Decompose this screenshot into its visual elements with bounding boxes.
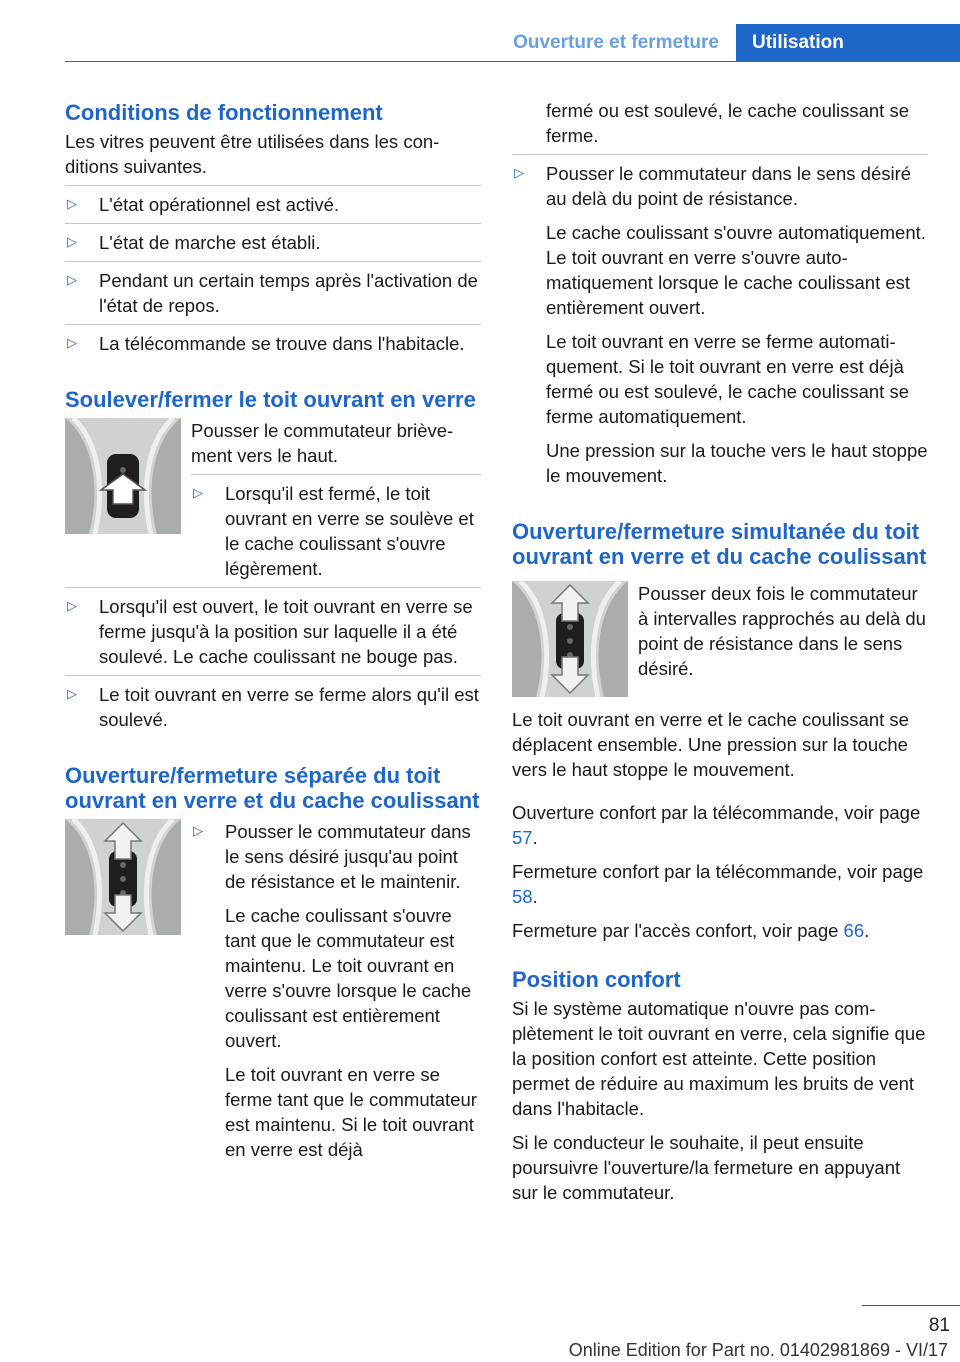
left-column xyxy=(65,100,481,1162)
divider xyxy=(191,474,481,475)
divider xyxy=(65,587,481,588)
triangle-bullet-icon: ▷ xyxy=(193,485,203,500)
divider xyxy=(65,261,481,262)
switch-up-illustration xyxy=(65,418,181,581)
divider xyxy=(512,154,928,155)
list-item: ▷ L'état de marche est établi. xyxy=(67,232,321,253)
raise-heading: Soulever/fermer le toit ouvrant en verre xyxy=(65,387,476,412)
list-item: ▷ Lorsqu'il est fermé, le toit ouvrant en verre se soulève et le cache coulissant s'ouvre légèrement. xyxy=(193,483,474,579)
reference-line: Fermeture confort par la télécommande, voir page 58. xyxy=(512,861,924,907)
edition-note: Online Edition for Part no. 01402981869 - VI/17 xyxy=(568,1340,948,1360)
simultaneous-detail: Le toit ouvrant en verre et le cache coulissant se déplacent ensemble. Une pression sur la touche vers le haut stoppe le mouvement. xyxy=(512,709,909,780)
page-link[interactable]: 58 xyxy=(512,886,533,907)
simultaneous-heading: Ouverture/fermeture simultanée du toit ouvrant en verre et du cache coulissant xyxy=(512,519,927,569)
header-rule xyxy=(65,61,960,62)
simultaneous-intro: Pousser deux fois le commutateur à intervalles rapprochés au delà du point de résistance dans le sens désiré. xyxy=(638,583,926,679)
list-item: ▷ La télécommande se trouve dans l'habitacle. xyxy=(67,333,465,354)
list-item: ▷ Lorsqu'il est ouvert, le toit ouvrant en verre se ferme jusqu'à la position sur laquelle il a été soulevé. Le cache coulissant ne bouge pas. xyxy=(67,596,473,667)
comfort-paragraph: Si le conducteur le souhaite, il peut ensuite poursuivre l'ouverture/la fermeture en appuyant sur le commutateur. xyxy=(512,1132,901,1203)
separate-item2-detail: Une pression sur la touche vers le haut stoppe le mouvement. xyxy=(546,440,928,486)
list-item: ▷ L'état opérationnel est activé. xyxy=(67,194,340,215)
list-item: ▷ Pousser le commutateur dans le sens désiré au delà du point de résistance. Le cache coulissant s'ouvre automatiquement. Le toit ouvrant en verre s'ouvre automatiquement lorsque le cache coulissant est entièrement ouvert. Le toit ouvrant en verre se ferme automatiquement. Si le toit ouvrant en verre est déjà fermé ou est soulevé, le cache coulissant se ferme automatiquement. Une pression sur la touche vers le haut stoppe le mouvement. xyxy=(514,163,928,486)
separate-item2-detail: Le cache coulissant s'ouvre automatiquement. Le toit ouvrant en verre s'ouvre automatiquement lorsque le cache coulissant est entièrement ouvert. xyxy=(546,222,926,318)
page-number: 81 xyxy=(928,1315,950,1336)
list-item-continuation: fermé ou est soulevé, le cache coulissant se ferme. xyxy=(546,100,909,146)
switch-double-arrow-illustration xyxy=(512,581,628,703)
footer-rule xyxy=(862,1305,960,1306)
list-item: ▷ Pendant un certain temps après l'activation de l'état de repos. xyxy=(67,270,478,316)
triangle-bullet-icon: ▷ xyxy=(67,234,77,249)
triangle-bullet-icon: ▷ xyxy=(193,823,203,838)
comfort-paragraph: Si le système automatique n'ouvre pas complètement le toit ouvrant en verre, cela signifie que la position confort est atteinte. Cette position permet de réduire au maximum les bruits de vent dans l'habitacle. xyxy=(512,998,926,1119)
header-tab: Utilisation xyxy=(736,24,960,62)
switch-double-arrow-illustration xyxy=(65,819,181,1162)
triangle-bullet-icon: ▷ xyxy=(514,165,524,180)
list-item: ▷ Le toit ouvrant en verre se ferme alors qu'il est soulevé. xyxy=(67,684,479,730)
conditions-heading: Conditions de fonctionnement xyxy=(65,100,383,125)
separate-item1-detail: Le cache coulissant s'ouvre tant que le commutateur est maintenu. Le toit ouvrant en verre s'ouvre lorsque le cache coulissant est entièrement ouvert. xyxy=(225,905,472,1051)
separate-item2-detail: Le toit ouvrant en verre se ferme automatiquement. Si le toit ouvrant en verre est déjà fermé ou est soulevé, le cache coulissant se ferme automatiquement. xyxy=(546,331,909,427)
simultaneous-figure-block xyxy=(512,581,928,703)
triangle-bullet-icon: ▷ xyxy=(67,272,77,287)
right-column xyxy=(512,98,928,1205)
divider xyxy=(65,675,481,676)
reference-line: Ouverture confort par la télécommande, voir page 57. xyxy=(512,802,921,848)
raise-figure-block xyxy=(65,418,481,581)
page-link[interactable]: 66 xyxy=(843,920,865,941)
triangle-bullet-icon: ▷ xyxy=(67,686,77,701)
separate-item1-detail: Le toit ouvrant en verre se ferme tant que le commutateur est maintenu. Si le toit ouvrant en verre est déjà xyxy=(225,1064,477,1160)
raise-intro: Pousser le commutateur brièvement vers le haut. xyxy=(191,420,454,466)
header-section-title: Ouverture et fermeture xyxy=(513,32,719,53)
simultaneous-figure-text xyxy=(638,581,928,703)
comfort-heading: Position confort xyxy=(512,967,681,992)
separate-heading: Ouverture/fermeture séparée du toit ouvrant en verre et du cache coulissant xyxy=(65,763,480,813)
triangle-bullet-icon: ▷ xyxy=(67,598,77,613)
reference-line: Fermeture par l'accès confort, voir page 66. xyxy=(512,920,870,941)
separate-figure-text xyxy=(191,819,481,1162)
conditions-intro: Les vitres peuvent être utilisées dans les conditions suivantes. xyxy=(65,131,440,177)
triangle-bullet-icon: ▷ xyxy=(67,196,77,211)
divider xyxy=(65,223,481,224)
page-link[interactable]: 57 xyxy=(512,827,533,848)
raise-figure-text xyxy=(191,418,481,581)
triangle-bullet-icon: ▷ xyxy=(67,335,77,350)
list-item: ▷ Pousser le commutateur dans le sens désiré jusqu'au point de résistance et le maintenir. Le cache coulissant s'ouvre tant que le commutateur est maintenu. Le toit ouvrant en verre s'ouvre lorsque le cache coulissant est entièrement ouvert. Le toit ouvrant en verre se ferme tant que le commutateur est maintenu. Si le toit ouvrant en verre est déjà xyxy=(191,819,481,1162)
divider xyxy=(65,324,481,325)
divider xyxy=(65,185,481,186)
separate-figure-block xyxy=(65,819,481,1162)
